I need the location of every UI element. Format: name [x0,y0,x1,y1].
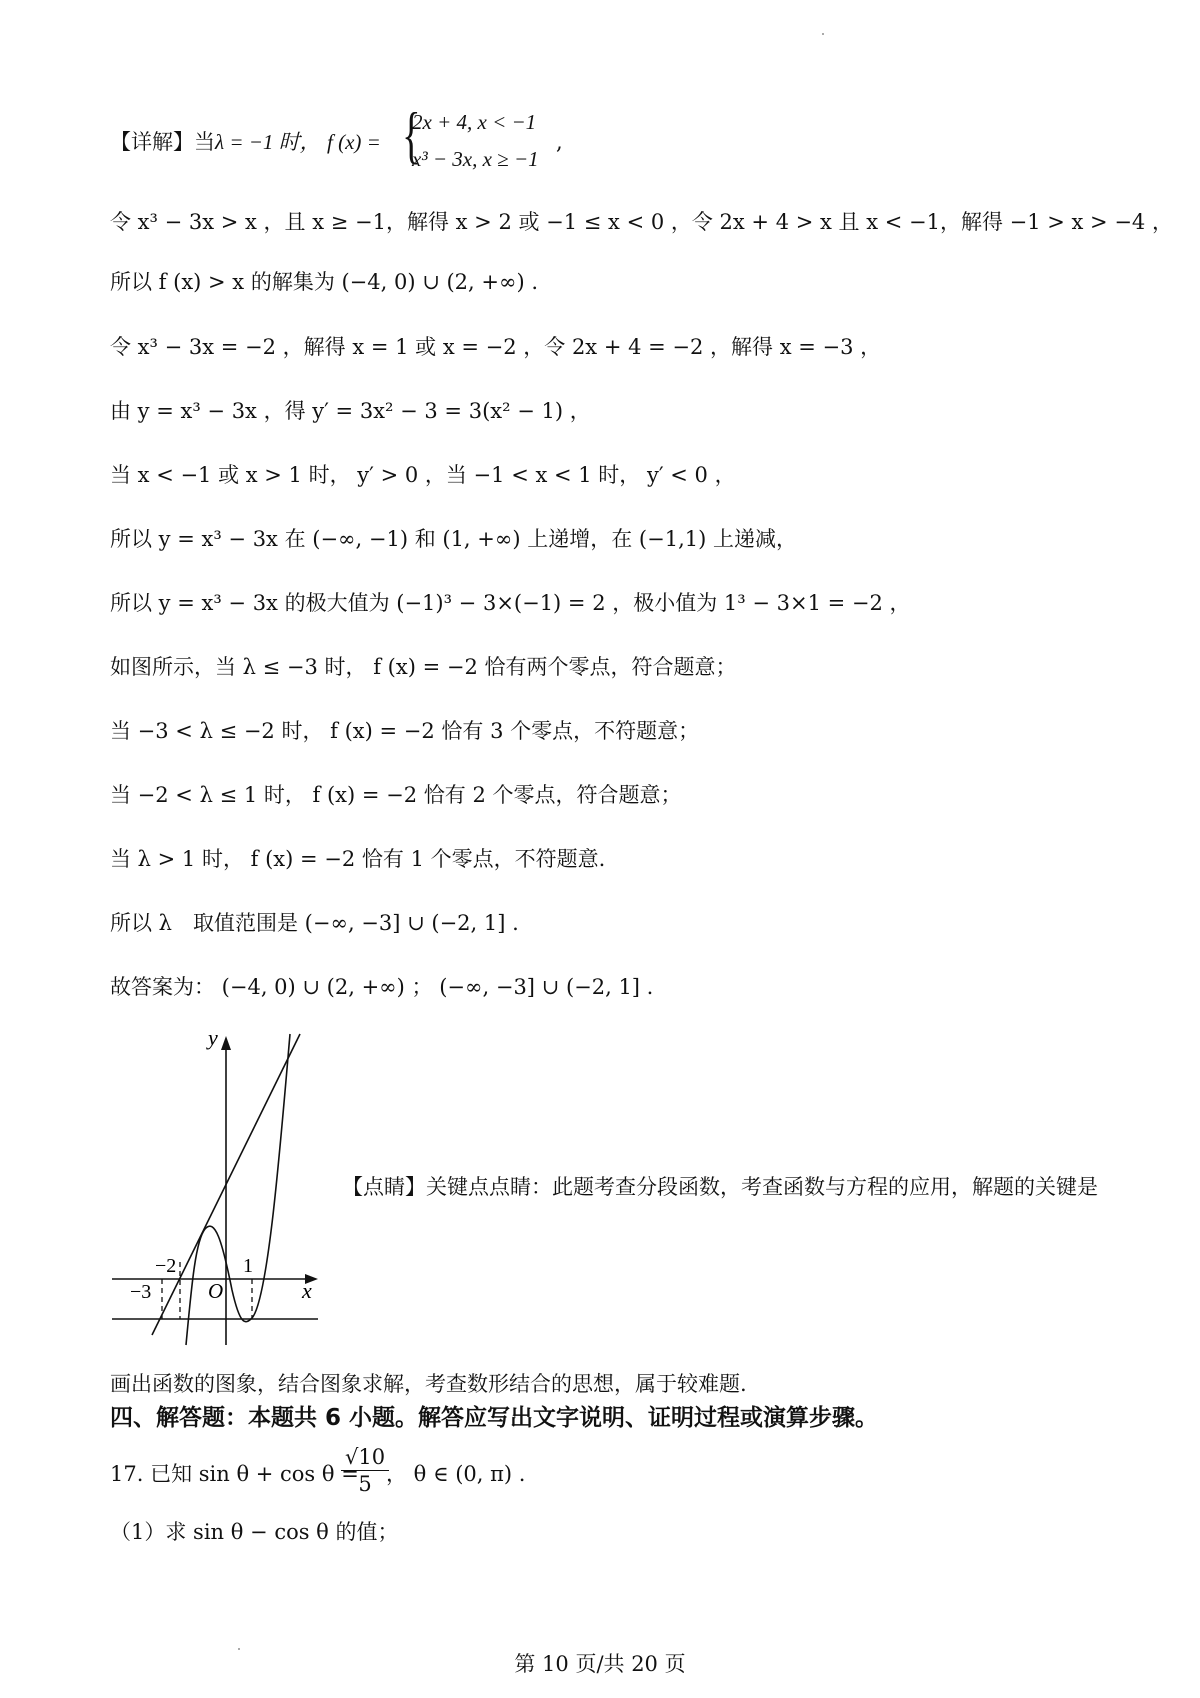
scan-dot [822,33,824,35]
solution-line-12: 所以 λ 取值范围是 (−∞, −3] ∪ (−2, 1] . [110,911,519,935]
piecewise-brace: { [402,99,421,170]
solution-line-9: 当 −3 < λ ≤ −2 时， f (x) = −2 恰有 3 个零点，不符题意； [110,719,700,743]
solution-line-1: 令 x³ − 3x > x ，且 x ≥ −1，解得 x > 2 或 −1 ≤ x < 0 ，令 2x + 4 > x 且 x < −1，解得 −1 > x > −4 ， [110,210,1173,234]
origin-label: O [208,1279,224,1303]
fx-label: f (x) = [327,130,381,154]
fraction-denominator: 5 [358,1472,372,1496]
x-axis-label: x [302,1278,312,1303]
detail-label: 【详解】当 [110,130,215,154]
solution-line-5: 当 x < −1 或 x > 1 时， y′ > 0 ，当 −1 < x < 1 时， y′ < 0 ， [110,463,736,487]
cubic-curve [186,1034,290,1345]
fraction-numerator: √10 [341,1444,389,1471]
solution-line-7: 所以 y = x³ − 3x 的极大值为 (−1)³ − 3×(−1) = 2 ，极小值为 1³ − 3×1 = −2 ， [110,591,911,615]
comment-text: 【点睛】关键点点睛：此题考查分段函数，考查函数与方程的应用，解题的关键是 [342,1175,1098,1199]
solution-line-10: 当 −2 < λ ≤ 1 时， f (x) = −2 恰有 2 个零点，符合题意； [110,783,682,807]
y-axis-label: y [208,1030,218,1050]
y-axis-arrow [221,1036,231,1050]
solution-line-8: 如图所示，当 λ ≤ −3 时， f (x) = −2 恰有两个零点，符合题意； [110,655,737,679]
section-title: 四、解答题：本题共 6 小题。解答应写出文字说明、证明过程或演算步骤。 [110,1405,879,1431]
page-footer: 第 10 页/共 20 页 [514,1652,686,1676]
piecewise-comma: , [556,130,563,154]
function-graph [105,1030,325,1350]
problem-17-lead: 17. 已知 sin θ + cos θ = [110,1462,359,1486]
piecewise-case-2: x³ − 3x, x ≥ −1 [412,147,539,171]
solution-line-2: 所以 f (x) > x 的解集为 (−4, 0) ∪ (2, +∞) . [110,270,539,294]
lambda-condition: λ = −1 时， [215,130,321,154]
problem-17-part-1: （1）求 sin θ − cos θ 的值； [110,1520,399,1544]
answer-line: 故答案为： (−4, 0) ∪ (2, +∞) ； (−∞, −3] ∪ (−2, 1] . [110,975,654,999]
problem-17-tail: ， θ ∈ (0, π) . [386,1462,526,1486]
piecewise-case-1: 2x + 4, x < −1 [412,110,537,134]
fraction-sqrt10-over-5 [341,1444,389,1497]
detail-prefix [110,127,321,157]
solution-line-11: 当 λ > 1 时， f (x) = −2 恰有 1 个零点，不符题意. [110,847,606,871]
solution-line-3: 令 x³ − 3x = −2 ，解得 x = 1 或 x = −2 ，令 2x + 4 = −2 ，解得 x = −3 ， [110,335,882,359]
solution-line-6: 所以 y = x³ − 3x 在 (−∞, −1) 和 (1, +∞) 上递增，在 (−1,1) 上递减， [110,527,797,551]
tick-label-minus-3: −3 [130,1281,152,1303]
tick-label-minus-2: −2 [155,1255,177,1277]
tick-label-1: 1 [243,1255,253,1277]
comment-continuation: 画出函数的图象，结合图象求解，考查数形结合的思想，属于较难题. [110,1372,747,1396]
solution-line-4: 由 y = x³ − 3x ，得 y′ = 3x² − 3 = 3(x² − 1) ， [110,399,591,423]
